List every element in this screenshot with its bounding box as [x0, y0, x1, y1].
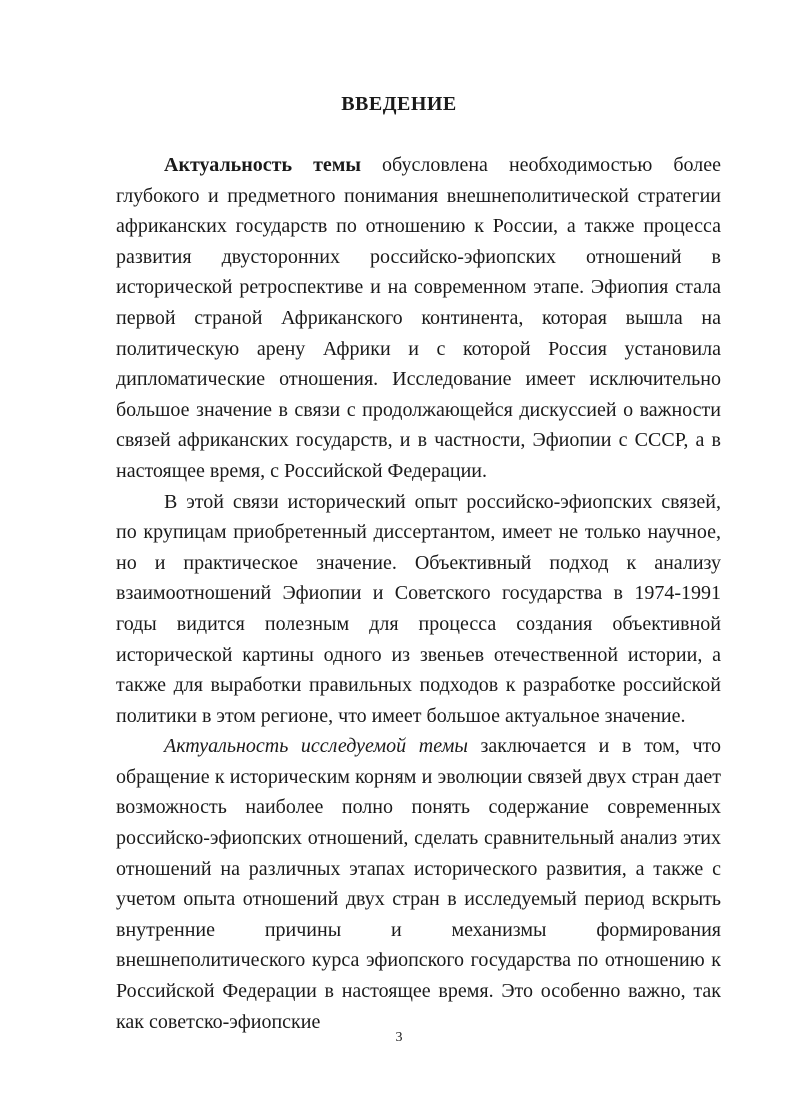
paragraph-1-lead: Актуальность темы — [164, 154, 362, 176]
paragraph-2-text: В этой связи исторический опыт российско-эфиопских связей, по крупицам приобретенный диссертантом, имеет не только научное, но и практическое значение. Объективный подход к анализу взаимоотношений Эфиопии и Советского государства в 1974-1991 годы видится полезным для процесса создания объективной исторической картины одного из звеньев отечественной истории, а также для выработки правильных подходов к разработке российской политики в этом регионе, что имеет большое актуальное значение. — [116, 490, 721, 727]
paragraph-2 — [116, 487, 721, 732]
paragraph-3-text: заключается и в том, что обращение к историческим корням и эволюции связей двух стран дает возможность наиболее полно понять содержание современных российско-эфиопских отношений, сделать сравнительный анализ этих отношений на различных этапах исторического развития, а также с учетом опыта отношений двух стран в исследуемый период вскрыть внутренние причины и механизмы формирования внешнеполитического курса эфиопского государства по отношению к Российской Федерации в настоящее время. Это особенно важно, так как советско-эфиопские — [116, 735, 721, 1033]
paragraph-1-text: обусловлена необходимостью более глубокого и предметного понимания внешнеполитической стратегии африканских государств по отношению к России, а также процесса развития двусторонних российско-эфиопских отношений в исторической ретроспективе и на современном этапе. Эфиопия стала первой страной Африканского континента, которая вышла на политическую арену Африки и с которой Россия установила дипломатические отношения. Исследование имеет исключительно большое значение в связи с продолжающейся дискуссией о важности связей африканских государств, и в частности, Эфиопии с СССР, а в настоящее время, с Российской Федерации. — [116, 154, 722, 482]
paragraph-3 — [116, 731, 721, 1037]
page-number: 3 — [395, 1030, 403, 1045]
section-title: ВВЕДЕНИЕ — [341, 93, 457, 115]
paragraph-1 — [116, 150, 721, 487]
paragraph-3-lead: Актуальность исследуемой темы — [164, 735, 468, 758]
body-text — [116, 150, 721, 1037]
